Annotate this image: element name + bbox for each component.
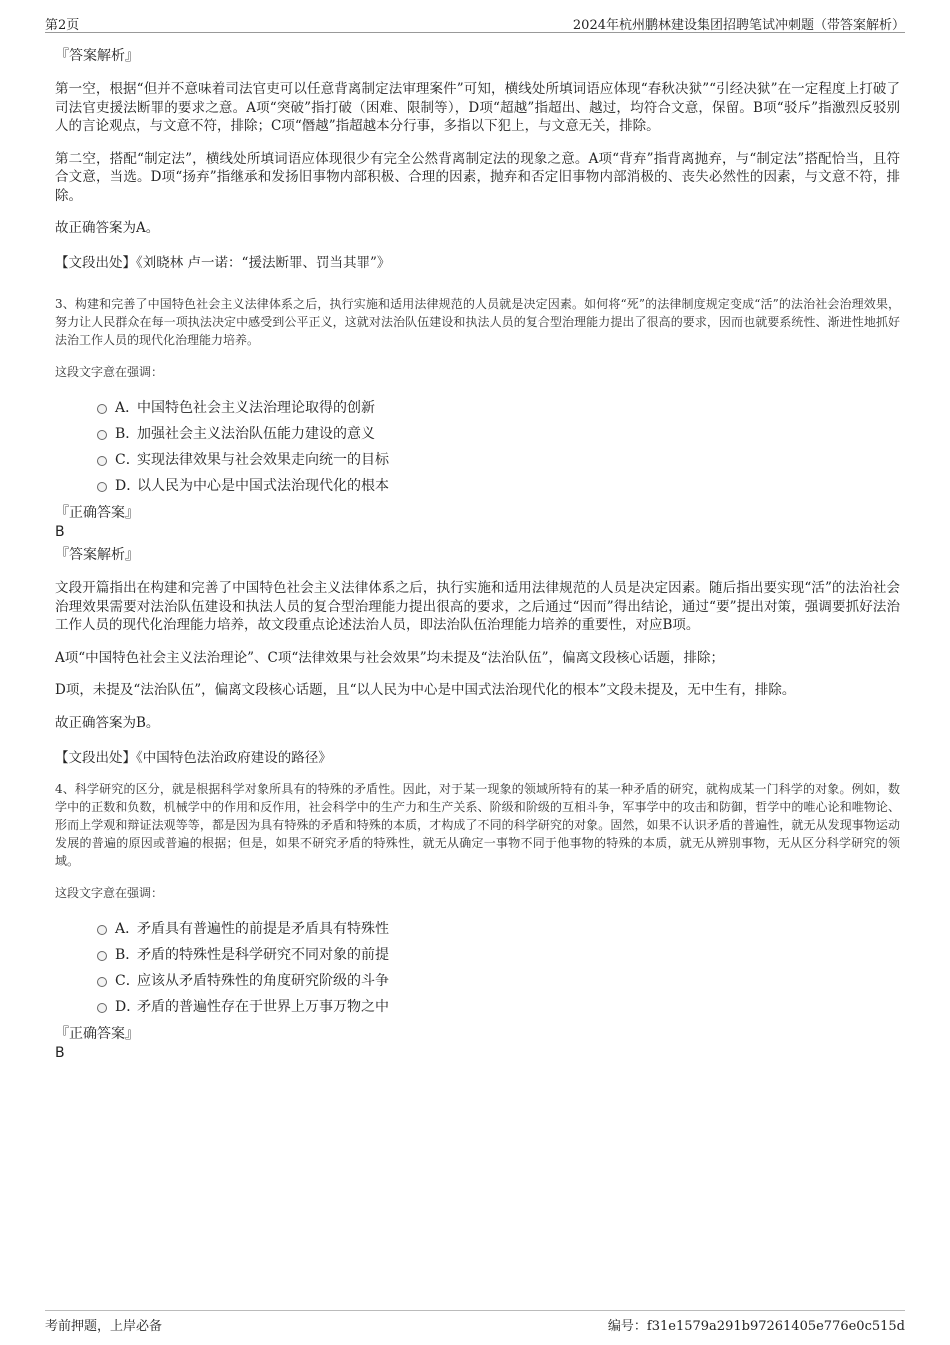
q3-option-c[interactable]: C．实现法律效果与社会效果走向统一的目标: [55, 447, 900, 473]
q2-analysis-paragraph-1: 第一空，根据“但并不意味着司法官吏可以任意背离制定法审理案件”可知，横线处所填词语应体现“春秋决狱”“引经决狱”在一定程度上打破了司法官吏援法断罪的要求之意。A项“突破”指打破（困难、限制等），D项“超越”指超出、越过，均符合文意，保留。B项“驳斥”指激烈反驳别人的言论观点，与文意不符，排除；C项“僭越”指超越本分行事，多指以下犯上，与文意无关，排除。: [55, 81, 900, 134]
q4-option-a[interactable]: A．矛盾具有普遍性的前提是矛盾具有特殊性: [55, 916, 900, 942]
radio-icon[interactable]: [97, 1003, 107, 1013]
q4-answer: B: [55, 1044, 65, 1061]
q3-analysis-paragraph-1: 文段开篇指出在构建和完善了中国特色社会主义法律体系之后，执行实施和适用法律规范的人员是决定因素。随后指出要实现“活”的法治社会治理效果需要对法治队伍建设和执法人员的复合型治理能力提出很高的要求，之后通过“因而”得出结论，通过“要”提出对策，强调要抓好法治工作人员的现代化治理能力培养，故文段重点论述法治人员，即法治队伍治理能力培养的重要性，对应B项。: [55, 580, 900, 633]
radio-icon[interactable]: [97, 482, 107, 492]
q2-conclusion: 故正确答案为A。: [55, 220, 160, 236]
q4-prompt: 这段文字意在强调：: [55, 885, 164, 900]
radio-icon[interactable]: [97, 977, 107, 987]
q3-source: 【文段出处】《中国特色法治政府建设的路径》: [55, 749, 332, 766]
q3-options: [55, 395, 900, 499]
q4-option-d[interactable]: D．矛盾的普遍性存在于世界上万事万物之中: [55, 994, 900, 1020]
q3-answer: B: [55, 524, 65, 540]
q2-source: 【文段出处】《刘晓林 卢一诺：“援法断罪、罚当其罪”》: [55, 255, 391, 271]
q3-option-a[interactable]: A．中国特色社会主义法治理论取得的创新: [55, 395, 900, 421]
option-text: 矛盾的特殊性是科学研究不同对象的前提: [137, 946, 389, 963]
footer-slogan: 考前押题，上岸必备: [45, 1319, 163, 1334]
q2-analysis-paragraph-2: 第二空，搭配“制定法”，横线处所填词语应体现很少有完全公然背离制定法的现象之意。A项“背弃”指背离抛弃，与“制定法”搭配恰当，且符合文意，当选。D项“扬弃”指继承和发扬旧事物内部积极、合理的因素，抛弃和否定旧事物内部消极的、丧失必然性的因素，与文意不符，排除。: [55, 150, 900, 204]
option-text: 矛盾具有普遍性的前提是矛盾具有特殊性: [137, 920, 389, 937]
q2-analysis-label: 『答案解析』: [55, 48, 139, 64]
q3-option-b[interactable]: B．加强社会主义法治队伍能力建设的意义: [55, 421, 900, 447]
page-number: 第2页: [45, 18, 80, 33]
option-text: 实现法律效果与社会效果走向统一的目标: [137, 452, 389, 468]
option-text: 矛盾的普遍性存在于世界上万事万物之中: [137, 998, 389, 1015]
page-header: [45, 12, 905, 33]
q3-analysis-paragraph-2: A项“中国特色社会主义法治理论”、C项“法律效果与社会效果”均未提及“法治队伍”，偏离文段核心话题，排除；: [55, 649, 724, 666]
option-text: 应该从矛盾特殊性的角度研究阶级的斗争: [137, 972, 389, 989]
option-text: 加强社会主义法治队伍能力建设的意义: [137, 426, 375, 442]
q3-prompt: 这段文字意在强调：: [55, 365, 164, 379]
radio-icon[interactable]: [97, 925, 107, 935]
document-id: 编号：f31e1579a291b97261405e776e0c515d: [607, 1319, 905, 1334]
q3-conclusion: 故正确答案为B。: [55, 714, 160, 731]
q3-answer-label: 『正确答案』: [55, 505, 139, 521]
page-content: [55, 46, 900, 1062]
q3-analysis-label: 『答案解析』: [55, 547, 139, 563]
q4-question-text: 4、科学研究的区分，就是根据科学对象所具有的特殊的矛盾性。因此，对于某一现象的领域所特有的某一种矛盾的研究，就构成某一门科学的对象。例如，数学中的正数和负数，机械学中的作用和反作用，社会科学中的生产力和生产关系、阶级和阶级的互相斗争，军事学中的攻击和防御，哲学中的唯心论和唯物论、形而上学观和辩证法观等等，都是因为具有特殊的矛盾和特殊的本质，才构成了不同的科学研究的对象。固然，如果不认识矛盾的普遍性，就无从发现事物运动发展的普遍的原因或普遍的根据；但是，如果不研究矛盾的特殊性，就无从确定一事物不同于他事物的特殊的本质，就无从辨别事物，无从区分科学研究的领域。: [55, 781, 900, 868]
q4-option-b[interactable]: B．矛盾的特殊性是科学研究不同对象的前提: [55, 942, 900, 968]
radio-icon[interactable]: [97, 951, 107, 961]
q3-question-text: 3、构建和完善了中国特色社会主义法律体系之后，执行实施和适用法律规范的人员就是决定因素。如何将“死”的法律制度规定变成“活”的法治社会治理效果，努力让人民群众在每一项执法决定中感受到公平正义，这就对法治队伍建设和执法人员的复合型治理能力提出了很高的要求，因而也就要系统性、渐进性地抓好法治工作人员的现代化治理能力培养。: [55, 297, 900, 347]
radio-icon[interactable]: [97, 430, 107, 440]
q3-analysis-paragraph-3: D项，未提及“法治队伍”，偏离文段核心话题，且“以人民为中心是中国式法治现代化的根本”文段未提及，无中生有，排除。: [55, 682, 796, 698]
radio-icon[interactable]: [97, 456, 107, 466]
document-title: 2024年杭州鹏林建设集团招聘笔试冲刺题（带答案解析）: [572, 18, 905, 33]
option-text: 中国特色社会主义法治理论取得的创新: [137, 400, 375, 416]
q4-options: [55, 916, 900, 1020]
q4-answer-label: 『正确答案』: [55, 1025, 139, 1042]
q3-option-d[interactable]: D．以人民为中心是中国式法治现代化的根本: [55, 473, 900, 499]
page-footer: [45, 1310, 905, 1334]
option-text: 以人民为中心是中国式法治现代化的根本: [137, 478, 389, 494]
radio-icon[interactable]: [97, 404, 107, 414]
q4-option-c[interactable]: C．应该从矛盾特殊性的角度研究阶级的斗争: [55, 968, 900, 994]
